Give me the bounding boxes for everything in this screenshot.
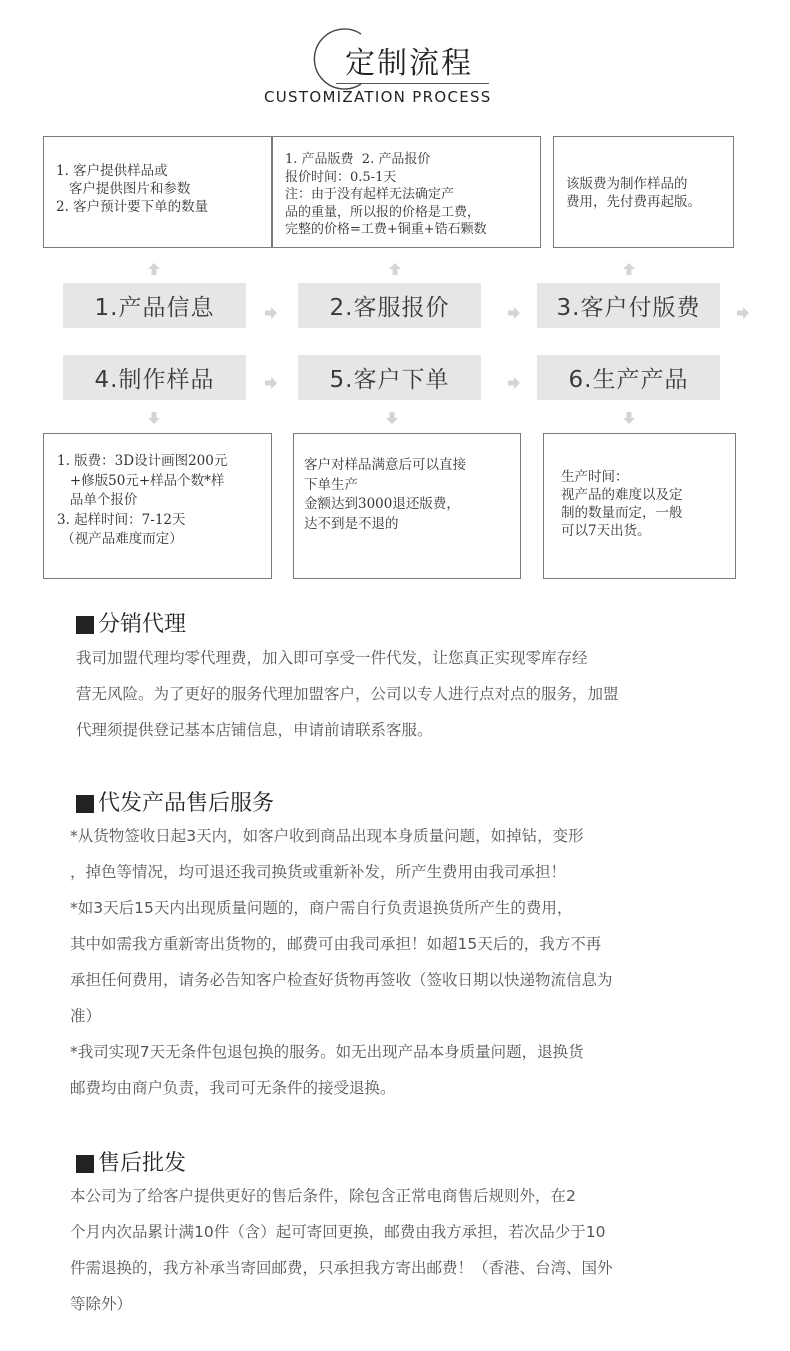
para-line: 件需退换的，我方补承当寄回邮费，只承担我方寄出邮费！（香港、台湾、国外 [70,1259,613,1277]
para-line: *我司实现7天无条件包退包换的服务。如无出现产品本身质量问题，退换货 [70,1043,584,1061]
para-line: *从货物签收日起3天内，如客户收到商品出现本身质量问题，如掉钻，变形 [70,827,584,845]
para-line: 等除外） [70,1295,133,1313]
page-subtitle: CUSTOMIZATION PROCESS [264,88,492,106]
para-line: 代理须提供登记基本店铺信息，申请前请联系客服。 [76,721,433,739]
step-make-sample: 4.制作样品 [63,355,246,400]
section-title-text: 售后批发 [98,1151,187,1176]
para-line: 我司加盟代理均零代理费，加入即可享受一件代发，让您真正实现零库存经 [76,649,588,667]
arrow-up-icon [147,262,161,276]
arrow-right-icon [507,376,521,390]
arrow-down-icon [622,411,636,425]
info-box-2-text: 1. 产品版费 2. 产品报价 报价时间：0.5-1天 注：由于没有起样无法确定产 品的重量，所以报的价格是工费， 完整的价格=工费+铜重+锆石颗数 [285,152,487,237]
arrow-up-icon [622,262,636,276]
arrow-down-icon [385,411,399,425]
section-title-text: 分销代理 [98,612,187,637]
info-box-4-text: 1. 版费：3D设计画图200元 +修版50元+样品个数*样 品单个报价 3. 起样时间：7-12天 （视产品难度而定） [57,453,228,547]
info-box-5-text: 客户对样品满意后可以直接 下单生产 金额达到3000退还版费， 达不到是不退的 [304,457,466,532]
info-box-1 [43,136,272,248]
para-line: 本公司为了给客户提供更好的售后条件，除包含正常电商售后规则外，在2 [70,1187,576,1205]
section-body-distribution [76,640,619,748]
info-box-5 [293,433,521,579]
section-body-after-sales [70,818,613,1106]
para-line: *如3天后15天内出现质量问题的，商户需自行负责退换货所产生的费用， [70,899,573,917]
arrow-right-icon [736,306,750,320]
step-product-info: 1.产品信息 [63,283,246,328]
info-box-6-text: 生产时间： 视产品的难度以及定 制的数量而定，一般 可以7天出货。 [561,469,683,539]
info-box-6 [543,433,736,579]
para-line: 准） [70,1007,102,1025]
section-title-wholesale [76,1151,186,1177]
section-title-distribution [76,612,186,638]
arrow-right-icon [264,376,278,390]
step-place-order: 5.客户下单 [298,355,481,400]
title-underline [336,83,489,84]
para-line: 个月内次品累计满10件（含）起可寄回更换，邮费由我方承担，若次品少于10 [70,1223,606,1241]
para-line: 其中如需我方重新寄出货物的，邮费可由我司承担！如超15天后的，我方不再 [70,935,602,953]
info-box-4 [43,433,272,579]
info-box-1-text: 1. 客户提供样品或 客户提供图片和参数 2. 客户预计要下单的数量 [56,163,209,215]
info-box-3-text: 该版费为制作样品的 费用，先付费再起版。 [566,176,701,210]
step-pay-sample-fee: 3.客户付版费 [537,283,720,328]
arrow-up-icon [388,262,402,276]
info-box-2 [272,136,541,248]
info-box-3 [553,136,734,248]
section-body-wholesale [70,1178,613,1322]
arrow-down-icon [147,411,161,425]
section-title-text: 代发产品售后服务 [98,791,275,816]
section-title-after-sales [76,791,274,817]
arrow-right-icon [264,306,278,320]
square-bullet-icon [76,616,94,634]
para-line: ，掉色等情况，均可退还我司换货或重新补发，所产生费用由我司承担！ [70,863,567,881]
para-line: 营无风险。为了更好的服务代理加盟客户，公司以专人进行点对点的服务，加盟 [76,685,619,703]
square-bullet-icon [76,1155,94,1173]
step-service-quote: 2.客服报价 [298,283,481,328]
step-produce: 6.生产产品 [537,355,720,400]
page-title: 定制流程 [345,46,473,81]
para-line: 承担任何费用，请务必告知客户检查好货物再签收（签收日期以快递物流信息为 [70,971,613,989]
square-bullet-icon [76,795,94,813]
arrow-right-icon [507,306,521,320]
para-line: 邮费均由商户负责，我司可无条件的接受退换。 [70,1079,396,1097]
